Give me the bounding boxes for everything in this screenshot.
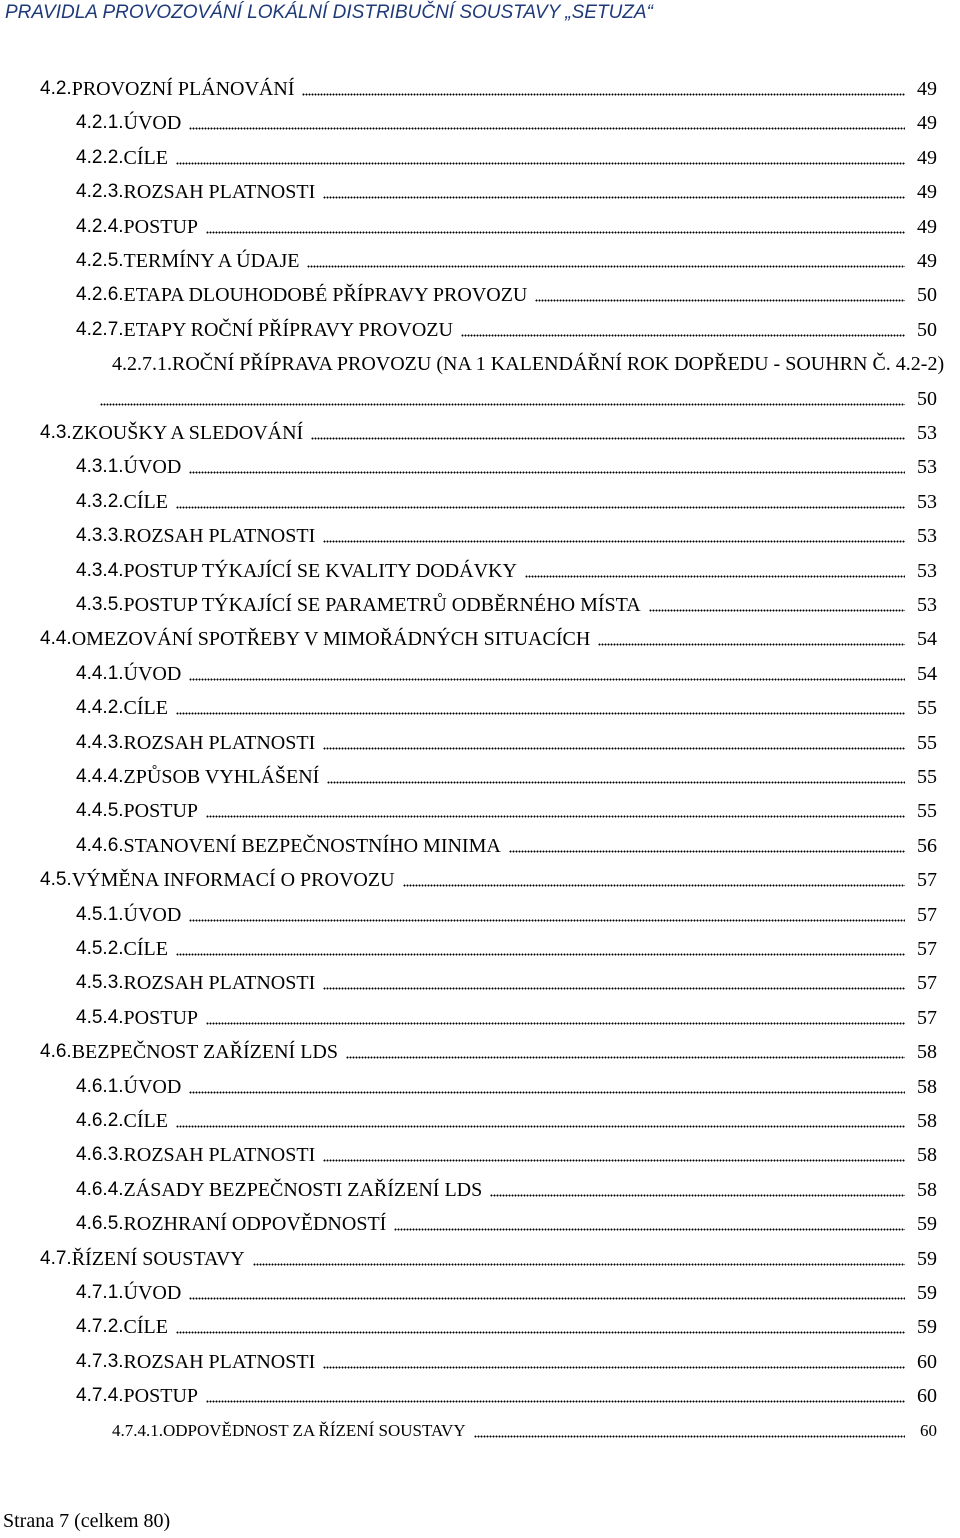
toc-entry[interactable] (0, 242, 937, 272)
toc-entry-page: 57 (917, 1006, 937, 1029)
toc-entry-page: 57 (917, 938, 937, 960)
toc-entry-title: ROČNÍ PŘÍPRAVA PROVOZU (NA 1 KALENDÁŘNÍ ROK DOPŘEDU - SOUHRN Č. 4.2-2) (172, 353, 945, 376)
toc-entry[interactable] (0, 930, 937, 960)
toc-entry-title: ZÁSADY BEZPEČNOSTI ZAŘÍZENÍ LDS (123, 1178, 483, 1201)
toc-entry-title: STANOVENÍ BEZPEČNOSTNÍHO MINIMA (123, 834, 501, 857)
toc-leader-dots (323, 540, 905, 543)
toc-leader-dots (403, 884, 905, 887)
toc-entry-page: 57 (917, 903, 937, 926)
toc-entry-title: VÝMĚNA INFORMACÍ O PROVOZU (71, 869, 395, 892)
toc-leader-dots (327, 781, 905, 784)
toc-entry[interactable] (0, 1033, 937, 1063)
toc-entry-page: 53 (917, 422, 937, 444)
toc-entry-title: ÚVOD (123, 112, 182, 135)
toc-leader-dots (189, 678, 905, 681)
toc-leader-dots (323, 987, 905, 990)
toc-entry-page: 58 (917, 1144, 937, 1167)
toc-entry-title: ROZSAH PLATNOSTI (123, 972, 316, 995)
toc-leader-dots (189, 919, 905, 922)
toc-leader-dots (253, 1263, 905, 1266)
toc-entry-number: 4.2.4. (76, 215, 124, 237)
toc-entry-title: ÚVOD (123, 1075, 182, 1098)
toc-entry[interactable] (0, 448, 937, 478)
toc-entry-number: 4.2.6. (76, 284, 124, 306)
toc-entry[interactable] (0, 1274, 937, 1304)
toc-entry[interactable] (0, 483, 937, 513)
toc-entry[interactable] (0, 896, 937, 926)
toc-entry[interactable] (0, 964, 937, 994)
toc-leader-dots (206, 1022, 905, 1025)
toc-entry[interactable] (0, 70, 937, 100)
toc-entry-page: 53 (917, 594, 937, 616)
toc-entry-number: 4.6. (40, 1041, 72, 1063)
toc-entry[interactable] (0, 1205, 937, 1235)
toc-entry-page: 49 (917, 215, 937, 238)
toc-entry-number: 4.2.5. (76, 250, 124, 271)
toc-leader-dots (176, 712, 905, 715)
toc-entry[interactable] (0, 689, 937, 719)
toc-entry-title: ZPŮSOB VYHLÁŠENÍ (123, 766, 320, 788)
toc-entry-number: 4.3.5. (76, 594, 124, 615)
toc-entry-title: CÍLE (123, 938, 168, 960)
toc-entry-page: 50 (917, 387, 937, 410)
toc-entry[interactable] (0, 827, 937, 857)
toc-entry-title: OMEZOVÁNÍ SPOTŘEBY V MIMOŘÁDNÝCH SITUACÍCH (71, 628, 591, 651)
toc-entry-number: 4.7.2. (76, 1316, 124, 1338)
toc-leader-dots (100, 403, 905, 406)
toc-leader-dots (176, 953, 905, 956)
toc-entry-title: POSTUP TÝKAJÍCÍ SE KVALITY DODÁVKY (123, 559, 517, 582)
toc-entry[interactable] (0, 586, 937, 616)
toc-entry-title: CÍLE (123, 1316, 168, 1339)
toc-entry-number: 4.4.4. (76, 766, 124, 787)
toc-leader-dots (490, 1194, 905, 1197)
toc-leader-dots (323, 196, 905, 199)
toc-entry-title: POSTUP TÝKAJÍCÍ SE PARAMETRŮ ODBĚRNÉHO MÍSTA (123, 594, 641, 616)
toc-entry[interactable] (0, 1412, 937, 1442)
toc-entry-page: 53 (917, 525, 937, 548)
toc-entry-page: 50 (917, 318, 937, 341)
toc-entry[interactable] (0, 1343, 937, 1373)
toc-entry[interactable] (0, 276, 937, 306)
toc-leader-dots (649, 609, 905, 612)
toc-leader-dots (598, 643, 905, 646)
toc-entry-title: CÍLE (123, 490, 168, 513)
toc-entry-number: 4.2.1. (76, 112, 124, 134)
toc-entry[interactable] (0, 861, 937, 891)
toc-entry-number: 4.7. (40, 1247, 72, 1269)
toc-entry-title: ROZSAH PLATNOSTI (123, 731, 316, 754)
toc-entry-page: 60 (920, 1420, 937, 1440)
toc-entry-title: TERMÍNY A ÚDAJE (123, 250, 300, 272)
toc-entry-number: 4.5.4. (76, 1006, 124, 1028)
toc-leader-dots (176, 506, 905, 509)
toc-entry-number: 4.4. (40, 628, 72, 650)
toc-entry-title: ROZSAH PLATNOSTI (123, 1144, 316, 1167)
toc-entry-page: 59 (917, 1316, 937, 1339)
toc-entry-title: ZKOUŠKY A SLEDOVÁNÍ (71, 422, 304, 444)
toc-entry[interactable] (0, 655, 937, 685)
toc-entry-number: 4.6.1. (76, 1075, 124, 1097)
toc-entry-number: 4.3.2. (76, 490, 124, 512)
toc-entry[interactable] (0, 1377, 937, 1407)
toc-entry-page: 58 (917, 1110, 937, 1132)
toc-entry-page: 55 (917, 800, 937, 823)
toc-entry-continuation (0, 380, 937, 410)
toc-entry-title: POSTUP (123, 1385, 199, 1408)
toc-leader-dots (189, 127, 905, 130)
toc-entry-title: PROVOZNÍ PLÁNOVÁNÍ (71, 78, 295, 100)
toc-entry-page: 57 (917, 869, 937, 892)
toc-leader-dots (394, 1228, 905, 1231)
toc-leader-dots (346, 1056, 905, 1059)
toc-leader-dots (189, 1297, 905, 1300)
toc-entry-number: 4.2.3. (76, 181, 124, 203)
toc-entry-number: 4.5.3. (76, 972, 124, 994)
toc-leader-dots (311, 437, 905, 440)
toc-entry[interactable] (0, 414, 937, 444)
toc-entry-number: 4.6.2. (76, 1110, 124, 1131)
toc-entry-number: 4.7.4.1. (112, 1420, 163, 1440)
toc-entry-title: CÍLE (123, 1110, 168, 1132)
toc-entry-page: 55 (917, 766, 937, 788)
toc-entry-number: 4.4.2. (76, 697, 124, 719)
toc-entry[interactable] (0, 208, 937, 238)
toc-entry[interactable] (0, 173, 937, 203)
toc-entry[interactable] (0, 1068, 937, 1098)
toc-entry-page: 55 (917, 697, 937, 720)
toc-entry-title: POSTUP (123, 1006, 199, 1029)
toc-entry-page: 49 (917, 112, 937, 135)
toc-entry[interactable] (0, 345, 950, 375)
toc-entry-page: 60 (917, 1385, 937, 1408)
toc-entry-title: ÚVOD (123, 1282, 182, 1304)
toc-entry-title: CÍLE (123, 697, 168, 720)
toc-entry-number: 4.3. (40, 422, 72, 443)
toc-entry-title: ÚVOD (123, 903, 182, 926)
toc-entry-number: 4.2.2. (76, 146, 124, 168)
toc-entry-page: 59 (917, 1247, 937, 1270)
toc-entry-title: ÚVOD (123, 456, 182, 479)
toc-entry-title: BEZPEČNOST ZAŘÍZENÍ LDS (71, 1041, 339, 1064)
toc-entry-title: ÚVOD (123, 662, 182, 685)
toc-entry-number: 4.5.2. (76, 938, 124, 959)
toc-entry-page: 59 (917, 1282, 937, 1304)
toc-entry[interactable] (0, 1136, 937, 1166)
toc-entry-page: 53 (917, 456, 937, 479)
toc-entry[interactable] (0, 620, 937, 650)
toc-leader-dots (323, 1366, 905, 1369)
toc-entry-number: 4.6.5. (76, 1213, 124, 1235)
toc-leader-dots (323, 747, 905, 750)
toc-leader-dots (206, 231, 905, 234)
toc-leader-dots (189, 471, 905, 474)
toc-entry[interactable] (0, 1171, 937, 1201)
toc-entry-number: 4.6.3. (76, 1144, 124, 1166)
page-header: PRAVIDLA PROVOZOVÁNÍ LOKÁLNÍ DISTRIBUČNÍ SOUSTAVY „SETUZA“ (5, 2, 653, 23)
toc-entry-number: 4.4.6. (76, 834, 124, 856)
toc-entry-title: ETAPY ROČNÍ PŘÍPRAVY PROVOZU (123, 318, 453, 341)
toc-leader-dots (206, 1400, 905, 1403)
toc-entry-page: 53 (917, 490, 937, 513)
toc-entry-title: ODPOVĚDNOST ZA ŘÍZENÍ SOUSTAVY (163, 1420, 466, 1440)
toc-entry-number: 4.2.7.1. (112, 353, 172, 376)
toc-entry-page: 56 (917, 834, 937, 857)
toc-entry-page: 59 (917, 1213, 937, 1236)
toc-leader-dots (535, 299, 905, 302)
toc-entry-page: 49 (917, 78, 937, 100)
toc-entry-number: 4.7.4. (76, 1385, 124, 1407)
toc-entry-number: 4.4.5. (76, 800, 124, 822)
toc-entry[interactable] (0, 139, 937, 169)
toc-leader-dots (206, 815, 905, 818)
toc-entry-number: 4.2.7. (76, 318, 124, 340)
toc-entry-title: ROZSAH PLATNOSTI (123, 525, 316, 548)
toc-entry-number: 4.3.1. (76, 456, 124, 478)
toc-entry-title: ROZSAH PLATNOSTI (123, 181, 316, 204)
toc-entry[interactable] (0, 792, 937, 822)
page-footer: Strana 7 (celkem 80) (3, 1510, 171, 1532)
toc-leader-dots (176, 1125, 905, 1128)
toc-leader-dots (474, 1435, 905, 1438)
toc-leader-dots (323, 1159, 905, 1162)
toc-entry-page: 55 (917, 731, 937, 754)
toc-entry-number: 4.5.1. (76, 903, 124, 925)
toc-entry-number: 4.7.3. (76, 1350, 124, 1372)
toc-entry-page: 50 (917, 284, 937, 307)
toc-entry-page: 53 (917, 559, 937, 582)
toc-entry-page: 57 (917, 972, 937, 995)
toc-entry-number: 4.5. (40, 869, 72, 891)
toc-entry-number: 4.2. (40, 78, 72, 99)
toc-leader-dots (176, 162, 905, 165)
toc-leader-dots (302, 93, 905, 96)
toc-entry-page: 49 (917, 146, 937, 169)
toc-entry-page: 58 (917, 1178, 937, 1201)
toc-leader-dots (461, 334, 905, 337)
toc-entry[interactable] (0, 758, 937, 788)
toc-entry-page: 49 (917, 181, 937, 204)
toc-entry[interactable] (0, 104, 937, 134)
toc-entry-title: ROZSAH PLATNOSTI (123, 1350, 316, 1373)
toc-entry-title: POSTUP (123, 215, 199, 238)
toc-entry[interactable] (0, 517, 937, 547)
toc-entry-number: 4.4.3. (76, 731, 124, 753)
toc-leader-dots (176, 1331, 905, 1334)
toc-entry-number: 4.3.3. (76, 525, 124, 547)
toc-entry-page: 49 (917, 250, 937, 272)
toc-entry[interactable] (0, 552, 937, 582)
toc-entry-title: CÍLE (123, 146, 168, 169)
toc-entry-title: ETAPA DLOUHODOBÉ PŘÍPRAVY PROVOZU (123, 284, 528, 307)
toc-entry[interactable] (0, 999, 937, 1029)
toc-entry-number: 4.7.1. (76, 1282, 124, 1303)
toc-entry[interactable] (0, 1240, 937, 1270)
toc-leader-dots (307, 265, 905, 268)
toc-entry-number: 4.3.4. (76, 559, 124, 581)
toc-entry[interactable] (0, 1102, 937, 1132)
toc-entry[interactable] (0, 1308, 937, 1338)
toc-entry[interactable] (0, 724, 937, 754)
toc-entry-number: 4.6.4. (76, 1178, 124, 1200)
toc-entry-title: ROZHRANÍ ODPOVĚDNOSTÍ (123, 1213, 387, 1236)
toc-leader-dots (525, 575, 905, 578)
toc-entry[interactable] (0, 311, 937, 341)
toc-entry-page: 58 (917, 1075, 937, 1098)
toc-entry-page: 54 (917, 662, 937, 685)
toc-entry-page: 54 (917, 628, 937, 651)
toc-entry-title: ŘÍZENÍ SOUSTAVY (71, 1247, 245, 1270)
toc-entry-title: POSTUP (123, 800, 199, 823)
toc-leader-dots (189, 1091, 905, 1094)
toc-leader-dots (509, 850, 905, 853)
toc-entry-page: 60 (917, 1350, 937, 1373)
toc-entry-number: 4.4.1. (76, 662, 124, 684)
toc-entry-page: 58 (917, 1041, 937, 1064)
